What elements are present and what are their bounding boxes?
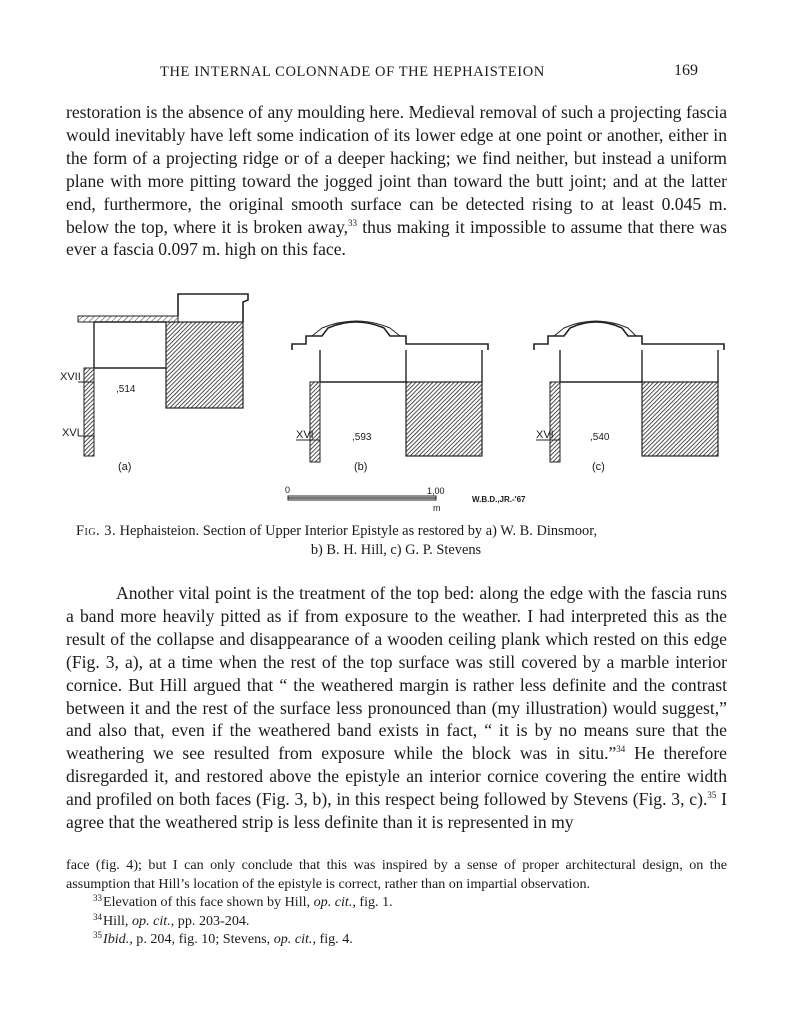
section-b — [292, 321, 488, 473]
caption-label: Fig. 3. — [76, 523, 117, 539]
epistyle-block-a — [166, 322, 243, 408]
footnote-33-mark: 33 — [93, 893, 102, 903]
footnote-34-text-b: , pp. 203-204. — [170, 912, 250, 929]
dimension-a: ,514 — [116, 384, 136, 395]
paragraph-1 — [66, 101, 727, 261]
footnote-33-cite: op. cit. — [313, 894, 353, 910]
paragraph-2-part-2: He therefore disregarded it, and restored above the epistyle an interior cornice covering the entire width and profiled on both faces (Fig. 3, b), in this respect being followed by Stevens (Fig. 3, c). — [66, 743, 727, 810]
panel-letter-a: (a) — [118, 461, 132, 473]
scale-bar — [285, 485, 526, 513]
epistyle-block-b — [406, 382, 482, 456]
footnote-34-mark: 34 — [93, 911, 102, 922]
footnotes — [66, 856, 727, 949]
dimension-c: ,540 — [590, 432, 610, 443]
outline-a — [94, 322, 166, 368]
footnote-34-cite: op. cit. — [131, 912, 171, 929]
section-c — [534, 321, 724, 473]
footnote-33-text-a: Elevation of this face shown by Hill, — [103, 894, 314, 910]
cornice-block-a — [178, 294, 248, 322]
footnote-ref-34[interactable]: 34 — [616, 744, 626, 755]
scale-end: 1,00 — [427, 486, 445, 496]
course-label-c: XVI — [536, 429, 554, 441]
ceiling-plank-a — [78, 316, 178, 322]
footnote-35-mark: 35 — [93, 930, 102, 940]
figure-caption — [76, 522, 716, 559]
paragraph-2 — [66, 582, 727, 834]
wall-b — [310, 382, 320, 462]
footnote-35-cite-1: Ibid. — [103, 931, 130, 947]
wall-c — [550, 382, 560, 462]
course-label-b: XVI — [296, 429, 314, 441]
footnote-35-text-a: , p. 204, fig. 10; Stevens, — [129, 931, 274, 947]
outline-c — [560, 350, 718, 382]
cornice-profile-b — [312, 321, 400, 336]
panel-letter-b: (b) — [354, 461, 368, 473]
outline-b — [320, 350, 482, 382]
section-a — [60, 294, 248, 473]
footnote-ref-35[interactable]: 35 — [707, 790, 717, 801]
cornice-block-b — [292, 322, 488, 350]
footnote-34-text-a: Hill, — [103, 912, 132, 929]
dimension-b: ,593 — [352, 432, 372, 443]
paragraph-1-tail: thus making it impossible to assume that there was ever a fascia 0.097 m. high on this face. — [66, 216, 727, 260]
epistyle-sections-drawing — [60, 288, 740, 516]
caption-line-2: b) B. H. Hill, c) G. P. Stevens — [310, 541, 482, 558]
footnote-35-cite-2: op. cit. — [273, 931, 313, 947]
wall-a — [84, 368, 94, 456]
footnote-ref-33[interactable]: 33 — [348, 217, 358, 228]
panel-letter-c: (c) — [592, 461, 605, 473]
page-number: 169 — [674, 62, 698, 79]
footnote-continuation: face (fig. 4); but I can only conclude that this was inspired by a sense of proper architectural design, on the assumption that Hill’s location of the epistyle is correct, rather than on impartial observation. — [66, 857, 727, 892]
paragraph-1-text: restoration is the absence of any moulding here. Medieval removal of such a projecting fascia would inevitably have left some indication of its lower edge at one point or another, either in the form of a projecting ridge or of a deeper hacking; we find neither, but instead a uniform plane with more pitting toward the jogged joint than toward the butt joint; and at the latter end, furthermore, the original smooth surface can be detected rising to at least 0.045 m. below the top, where it is broken away, — [66, 102, 727, 237]
footnote-34 — [66, 912, 727, 931]
figure-3 — [60, 288, 740, 516]
footnote-33-text-b: , fig. 1. — [352, 894, 393, 910]
epistyle-block-c — [642, 382, 718, 456]
cornice-block-c — [534, 322, 724, 350]
footnote-35 — [66, 930, 727, 949]
paragraph-2-part-1: Another vital point is the treatment of the top bed: along the edge with the fascia runs a band more heavily pitted as if from exposure to the weather. I had interpreted this as the result of the collapse and disappearance of a wooden ceiling plank which rested on this edge (Fig. 3, a), at a time when the rest of the top surface was still covered by a marble interior cornice. But Hill argued that “ the weathered margin is rather less definite and the contrast between it and the rest of the surface less pronounced than (my illustration) would suggest,” and also that, even if the weathered band exists in fact, “ it is by no means sure that the weathering we see resulted from exposure while the block was in situ.” — [66, 583, 727, 764]
drafter-signature: W.B.D.,JR.-'67 — [472, 495, 526, 504]
footnote-35-text-b: , fig. 4. — [312, 931, 353, 947]
scale-start: 0 — [285, 485, 291, 495]
caption-line-1 — [76, 522, 716, 541]
running-head: THE INTERNAL COLONNADE OF THE HEPHAISTEION — [160, 64, 545, 80]
course-label-a-lower: XVI — [62, 427, 80, 439]
footnote-33 — [66, 893, 727, 912]
course-label-a-upper: XVII — [60, 371, 81, 383]
paragraph-2-part-3: I agree that the weathered strip is less definite than it is represented in my — [66, 789, 727, 833]
scale-unit: m — [433, 503, 441, 513]
caption-text-1: Hephaisteion. Section of Upper Interior Epistyle as restored by a) W. B. Dinsmoor, — [116, 523, 598, 539]
